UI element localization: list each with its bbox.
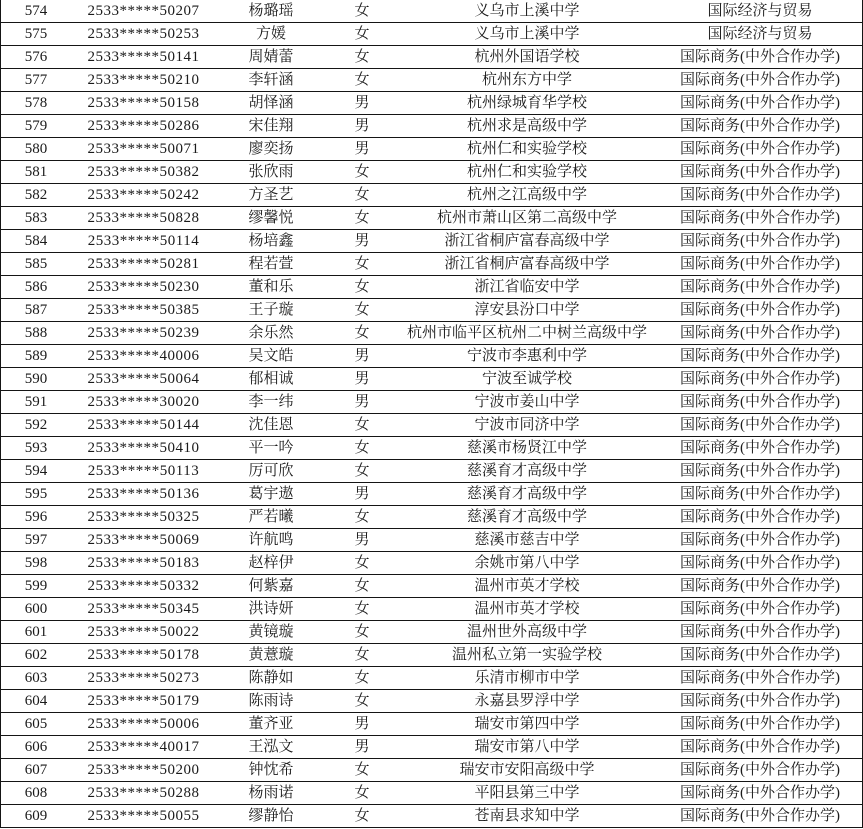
cell-serial-number: 602 (24, 647, 48, 663)
cell-major: 国际商务(中外合作办学) (680, 210, 840, 226)
cell-student-name: 葛宇遨 (248, 486, 294, 502)
cell-gender: 男 (354, 486, 370, 502)
cell-gender: 男 (354, 394, 370, 410)
cell-student-name: 董齐亚 (248, 716, 294, 732)
cell-student-name: 钟忱希 (248, 762, 294, 778)
table-row (1, 575, 862, 598)
cell-gender: 男 (354, 532, 370, 548)
cell-student-name: 洪诗妍 (248, 601, 294, 617)
cell-serial-number: 581 (24, 164, 48, 180)
cell-school: 瑞安市第八中学 (474, 739, 580, 755)
cell-serial-number: 574 (24, 3, 48, 19)
cell-serial-number: 603 (24, 670, 48, 686)
cell-major: 国际商务(中外合作办学) (680, 233, 840, 249)
cell-school: 永嘉县罗浮中学 (474, 693, 580, 709)
cell-gender: 男 (354, 118, 370, 134)
table-row (1, 276, 862, 299)
cell-major: 国际商务(中外合作办学) (680, 95, 840, 111)
cell-major: 国际经济与贸易 (707, 26, 813, 42)
cell-gender: 男 (354, 716, 370, 732)
cell-major: 国际商务(中外合作办学) (680, 739, 840, 755)
cell-school: 杭州仁和实验学校 (466, 141, 587, 157)
cell-exam-number: 2533*****30020 (87, 394, 200, 410)
cell-student-name: 缪静怡 (248, 808, 294, 824)
table-row (1, 230, 862, 253)
table-row (1, 713, 862, 736)
cell-serial-number: 597 (24, 532, 48, 548)
cell-serial-number: 596 (24, 509, 48, 525)
cell-school: 乐清市柳市中学 (474, 670, 580, 686)
cell-exam-number: 2533*****40006 (87, 348, 200, 364)
cell-serial-number: 604 (24, 693, 48, 709)
cell-school: 杭州求是高级中学 (466, 118, 587, 134)
cell-major: 国际商务(中外合作办学) (680, 486, 840, 502)
table-row (1, 207, 862, 230)
cell-gender: 女 (354, 578, 370, 594)
table-row (1, 736, 862, 759)
cell-school: 杭州之江高级中学 (466, 187, 587, 203)
cell-school: 浙江省桐庐富春高级中学 (444, 233, 610, 249)
cell-student-name: 李轩涵 (248, 72, 294, 88)
cell-major: 国际商务(中外合作办学) (680, 164, 840, 180)
cell-serial-number: 605 (24, 716, 48, 732)
cell-student-name: 胡怿涵 (248, 95, 294, 111)
cell-school: 淳安县汾口中学 (474, 302, 580, 318)
table-row (1, 598, 862, 621)
cell-school: 杭州市临平区杭州二中树兰高级中学 (406, 325, 647, 341)
cell-serial-number: 577 (24, 72, 48, 88)
cell-student-name: 陈雨诗 (248, 693, 294, 709)
cell-school: 杭州绿城育华学校 (466, 95, 587, 111)
cell-exam-number: 2533*****50136 (87, 486, 200, 502)
cell-gender: 男 (354, 348, 370, 364)
table-row (1, 299, 862, 322)
cell-gender: 女 (354, 187, 370, 203)
cell-exam-number: 2533*****50113 (87, 463, 200, 479)
cell-major: 国际经济与贸易 (707, 3, 813, 19)
table-row (1, 184, 862, 207)
cell-major: 国际商务(中外合作办学) (680, 601, 840, 617)
cell-serial-number: 598 (24, 555, 48, 571)
cell-student-name: 宋佳翔 (248, 118, 294, 134)
cell-major: 国际商务(中外合作办学) (680, 532, 840, 548)
cell-school: 义乌市上溪中学 (474, 3, 580, 19)
cell-student-name: 何紫嘉 (248, 578, 294, 594)
cell-serial-number: 592 (24, 417, 48, 433)
cell-student-name: 许航鸣 (248, 532, 294, 548)
cell-school: 瑞安市安阳高级中学 (459, 762, 595, 778)
table-row (1, 46, 862, 69)
cell-gender: 女 (354, 440, 370, 456)
cell-major: 国际商务(中外合作办学) (680, 463, 840, 479)
cell-school: 杭州市萧山区第二高级中学 (436, 210, 617, 226)
cell-exam-number: 2533*****50210 (87, 72, 200, 88)
cell-student-name: 严若曦 (248, 509, 294, 525)
cell-student-name: 王泓文 (248, 739, 294, 755)
cell-major: 国际商务(中外合作办学) (680, 440, 840, 456)
cell-serial-number: 588 (24, 325, 48, 341)
cell-exam-number: 2533*****50071 (87, 141, 200, 157)
cell-exam-number: 2533*****50006 (87, 716, 200, 732)
table-row (1, 690, 862, 713)
cell-school: 杭州仁和实验学校 (466, 164, 587, 180)
cell-serial-number: 608 (24, 785, 48, 801)
cell-student-name: 郁相诚 (248, 371, 294, 387)
cell-major: 国际商务(中外合作办学) (680, 325, 840, 341)
cell-school: 苍南县求知中学 (474, 808, 580, 824)
cell-school: 余姚市第八中学 (474, 555, 580, 571)
cell-major: 国际商务(中外合作办学) (680, 417, 840, 433)
cell-student-name: 王子璇 (248, 302, 294, 318)
cell-serial-number: 575 (24, 26, 48, 42)
cell-exam-number: 2533*****50382 (87, 164, 200, 180)
cell-exam-number: 2533*****50200 (87, 762, 200, 778)
table-row (1, 345, 862, 368)
cell-school: 温州私立第一实验学校 (451, 647, 602, 663)
cell-student-name: 周婧蕾 (248, 49, 294, 65)
table-row (1, 782, 862, 805)
cell-gender: 女 (354, 463, 370, 479)
cell-major: 国际商务(中外合作办学) (680, 785, 840, 801)
cell-student-name: 杨璐瑶 (248, 3, 294, 19)
table-row (1, 644, 862, 667)
cell-serial-number: 609 (24, 808, 48, 824)
cell-major: 国际商务(中外合作办学) (680, 693, 840, 709)
cell-school: 慈溪育才高级中学 (466, 463, 587, 479)
cell-exam-number: 2533*****50230 (87, 279, 200, 295)
table-row (1, 138, 862, 161)
cell-serial-number: 578 (24, 95, 48, 111)
cell-gender: 女 (354, 279, 370, 295)
cell-exam-number: 2533*****50385 (87, 302, 200, 318)
table-row (1, 115, 862, 138)
cell-major: 国际商务(中外合作办学) (680, 118, 840, 134)
cell-school: 宁波市李惠利中学 (466, 348, 587, 364)
cell-exam-number: 2533*****50239 (87, 325, 200, 341)
cell-exam-number: 2533*****50273 (87, 670, 200, 686)
cell-student-name: 厉可欣 (248, 463, 294, 479)
table-row (1, 529, 862, 552)
cell-school: 温州世外高级中学 (466, 624, 587, 640)
cell-exam-number: 2533*****50410 (87, 440, 200, 456)
table-row (1, 437, 862, 460)
table-row (1, 667, 862, 690)
cell-student-name: 缪馨悦 (248, 210, 294, 226)
cell-serial-number: 585 (24, 256, 48, 272)
cell-major: 国际商务(中外合作办学) (680, 509, 840, 525)
cell-student-name: 张欣雨 (248, 164, 294, 180)
cell-major: 国际商务(中外合作办学) (680, 762, 840, 778)
cell-major: 国际商务(中外合作办学) (680, 578, 840, 594)
table-row (1, 391, 862, 414)
cell-serial-number: 582 (24, 187, 48, 203)
cell-school: 慈溪市慈吉中学 (474, 532, 580, 548)
cell-exam-number: 2533*****50069 (87, 532, 200, 548)
cell-major: 国际商务(中外合作办学) (680, 394, 840, 410)
cell-exam-number: 2533*****50345 (87, 601, 200, 617)
cell-major: 国际商务(中外合作办学) (680, 72, 840, 88)
table-row (1, 506, 862, 529)
cell-gender: 女 (354, 762, 370, 778)
cell-exam-number: 2533*****50288 (87, 785, 200, 801)
cell-exam-number: 2533*****50828 (87, 210, 200, 226)
cell-gender: 女 (354, 26, 370, 42)
cell-gender: 女 (354, 49, 370, 65)
cell-student-name: 赵梓伊 (248, 555, 294, 571)
cell-school: 宁波市同济中学 (474, 417, 580, 433)
cell-major: 国际商务(中外合作办学) (680, 555, 840, 571)
cell-serial-number: 599 (24, 578, 48, 594)
table-row (1, 161, 862, 184)
cell-gender: 女 (354, 808, 370, 824)
table-row (1, 0, 862, 23)
cell-school: 慈溪育才高级中学 (466, 486, 587, 502)
table-row (1, 253, 862, 276)
cell-serial-number: 579 (24, 118, 48, 134)
cell-gender: 男 (354, 233, 370, 249)
cell-student-name: 廖奕扬 (248, 141, 294, 157)
cell-major: 国际商务(中外合作办学) (680, 302, 840, 318)
cell-gender: 男 (354, 371, 370, 387)
cell-student-name: 程若萱 (248, 256, 294, 272)
table-row (1, 322, 862, 345)
cell-serial-number: 590 (24, 371, 48, 387)
cell-serial-number: 584 (24, 233, 48, 249)
cell-exam-number: 2533*****50114 (87, 233, 200, 249)
cell-exam-number: 2533*****40017 (87, 739, 200, 755)
cell-major: 国际商务(中外合作办学) (680, 716, 840, 732)
cell-gender: 男 (354, 739, 370, 755)
cell-school: 瑞安市第四中学 (474, 716, 580, 732)
cell-serial-number: 580 (24, 141, 48, 157)
cell-exam-number: 2533*****50183 (87, 555, 200, 571)
cell-serial-number: 591 (24, 394, 48, 410)
cell-serial-number: 593 (24, 440, 48, 456)
cell-serial-number: 576 (24, 49, 48, 65)
cell-gender: 女 (354, 325, 370, 341)
cell-major: 国际商务(中外合作办学) (680, 624, 840, 640)
cell-serial-number: 595 (24, 486, 48, 502)
cell-student-name: 黄镜璇 (248, 624, 294, 640)
cell-student-name: 杨雨诺 (248, 785, 294, 801)
table-row (1, 92, 862, 115)
cell-gender: 女 (354, 601, 370, 617)
cell-major: 国际商务(中外合作办学) (680, 647, 840, 663)
cell-gender: 女 (354, 3, 370, 19)
cell-school: 杭州外国语学校 (474, 49, 580, 65)
cell-serial-number: 601 (24, 624, 48, 640)
table-row (1, 621, 862, 644)
cell-school: 义乌市上溪中学 (474, 26, 580, 42)
cell-exam-number: 2533*****50022 (87, 624, 200, 640)
cell-exam-number: 2533*****50055 (87, 808, 200, 824)
cell-gender: 女 (354, 555, 370, 571)
table-row (1, 414, 862, 437)
cell-serial-number: 606 (24, 739, 48, 755)
cell-serial-number: 607 (24, 762, 48, 778)
cell-gender: 女 (354, 417, 370, 433)
table-row (1, 69, 862, 92)
cell-school: 杭州东方中学 (481, 72, 572, 88)
cell-student-name: 方媛 (255, 26, 286, 42)
cell-exam-number: 2533*****50178 (87, 647, 200, 663)
cell-exam-number: 2533*****50064 (87, 371, 200, 387)
cell-gender: 女 (354, 693, 370, 709)
cell-major: 国际商务(中外合作办学) (680, 808, 840, 824)
cell-exam-number: 2533*****50281 (87, 256, 200, 272)
table-row (1, 805, 862, 828)
cell-exam-number: 2533*****50286 (87, 118, 200, 134)
cell-gender: 女 (354, 210, 370, 226)
cell-gender: 女 (354, 302, 370, 318)
cell-exam-number: 2533*****50253 (87, 26, 200, 42)
table-row (1, 759, 862, 782)
cell-major: 国际商务(中外合作办学) (680, 187, 840, 203)
cell-exam-number: 2533*****50158 (87, 95, 200, 111)
cell-gender: 女 (354, 256, 370, 272)
cell-gender: 女 (354, 647, 370, 663)
cell-gender: 女 (354, 164, 370, 180)
table-row (1, 368, 862, 391)
cell-exam-number: 2533*****50332 (87, 578, 200, 594)
cell-school: 浙江省临安中学 (474, 279, 580, 295)
cell-major: 国际商务(中外合作办学) (680, 348, 840, 364)
cell-student-name: 李一纬 (248, 394, 294, 410)
table-row (1, 460, 862, 483)
cell-student-name: 方圣艺 (248, 187, 294, 203)
table-row (1, 23, 862, 46)
cell-gender: 女 (354, 624, 370, 640)
cell-gender: 女 (354, 72, 370, 88)
cell-student-name: 吴文皓 (248, 348, 294, 364)
cell-gender: 女 (354, 670, 370, 686)
cell-school: 温州市英才学校 (474, 601, 580, 617)
cell-student-name: 陈静如 (248, 670, 294, 686)
cell-student-name: 沈佳恩 (248, 417, 294, 433)
cell-student-name: 黄薏璇 (248, 647, 294, 663)
cell-major: 国际商务(中外合作办学) (680, 371, 840, 387)
cell-school: 慈溪育才高级中学 (466, 509, 587, 525)
cell-gender: 女 (354, 785, 370, 801)
cell-student-name: 余乐然 (248, 325, 294, 341)
cell-school: 宁波至诚学校 (481, 371, 572, 387)
cell-school: 温州市英才学校 (474, 578, 580, 594)
cell-school: 慈溪市杨贤江中学 (466, 440, 587, 456)
cell-exam-number: 2533*****50179 (87, 693, 200, 709)
cell-student-name: 平一吟 (248, 440, 294, 456)
cell-gender: 女 (354, 509, 370, 525)
cell-serial-number: 586 (24, 279, 48, 295)
cell-major: 国际商务(中外合作办学) (680, 141, 840, 157)
cell-major: 国际商务(中外合作办学) (680, 670, 840, 686)
cell-major: 国际商务(中外合作办学) (680, 279, 840, 295)
cell-gender: 男 (354, 95, 370, 111)
cell-exam-number: 2533*****50207 (87, 3, 200, 19)
cell-exam-number: 2533*****50144 (87, 417, 200, 433)
cell-serial-number: 587 (24, 302, 48, 318)
table-row (1, 552, 862, 575)
cell-major: 国际商务(中外合作办学) (680, 256, 840, 272)
cell-gender: 男 (354, 141, 370, 157)
cell-school: 浙江省桐庐富春高级中学 (444, 256, 610, 272)
cell-major: 国际商务(中外合作办学) (680, 49, 840, 65)
cell-exam-number: 2533*****50141 (87, 49, 200, 65)
cell-serial-number: 589 (24, 348, 48, 364)
cell-serial-number: 600 (24, 601, 48, 617)
cell-student-name: 杨培鑫 (248, 233, 294, 249)
cell-school: 宁波市姜山中学 (474, 394, 580, 410)
cell-exam-number: 2533*****50242 (87, 187, 200, 203)
cell-serial-number: 583 (24, 210, 48, 226)
cell-student-name: 董和乐 (248, 279, 294, 295)
cell-school: 平阳县第三中学 (474, 785, 580, 801)
cell-serial-number: 594 (24, 463, 48, 479)
cell-exam-number: 2533*****50325 (87, 509, 200, 525)
table-row (1, 483, 862, 506)
